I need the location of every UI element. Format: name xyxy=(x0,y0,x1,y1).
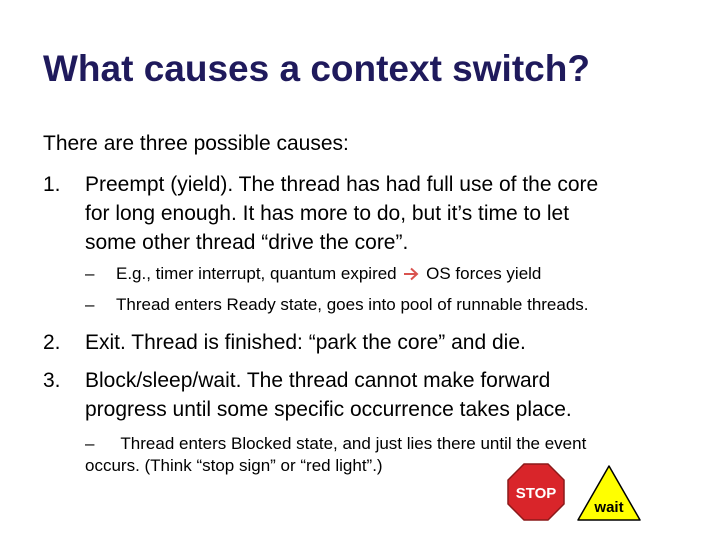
sub-dash: – xyxy=(85,295,95,314)
stop-sign-label: STOP xyxy=(515,485,557,502)
list-text-line: progress until some specific occurrence takes place. xyxy=(85,398,572,421)
list-text-line: Exit. Thread is finished: “park the core” and die. xyxy=(85,331,526,354)
list-text-line: Preempt (yield). The thread has had full use of the core xyxy=(85,173,599,196)
list-number: 1. xyxy=(43,173,61,196)
list-text-line: Block/sleep/wait. The thread cannot make forward xyxy=(85,369,551,392)
list-number: 2. xyxy=(43,331,61,354)
sub-text-line: occurs. (Think “stop sign” or “red light”.) xyxy=(85,456,383,475)
slide-title: What causes a context switch? xyxy=(43,48,590,89)
sub-text: Thread enters Ready state, goes into pool of runnable threads. xyxy=(116,295,589,314)
sub-text: E.g., timer interrupt, quantum expired xyxy=(116,264,397,283)
list-number: 3. xyxy=(43,369,61,392)
right-arrow-icon xyxy=(403,267,419,281)
list-text-line: some other thread “drive the core”. xyxy=(85,231,409,254)
stop-sign-icon xyxy=(507,463,565,521)
sub-dash: – xyxy=(85,434,95,453)
intro-text: There are three possible causes: xyxy=(43,132,349,155)
sub-dash: – xyxy=(85,264,95,283)
sub-text: OS forces yield xyxy=(426,264,542,283)
wait-sign-icon xyxy=(576,464,642,522)
list-text-line: for long enough. It has more to do, but it’s time to let xyxy=(85,202,570,225)
sub-text-line: Thread enters Blocked state, and just lies there until the event xyxy=(116,434,587,453)
wait-sign-label: wait xyxy=(594,499,624,516)
